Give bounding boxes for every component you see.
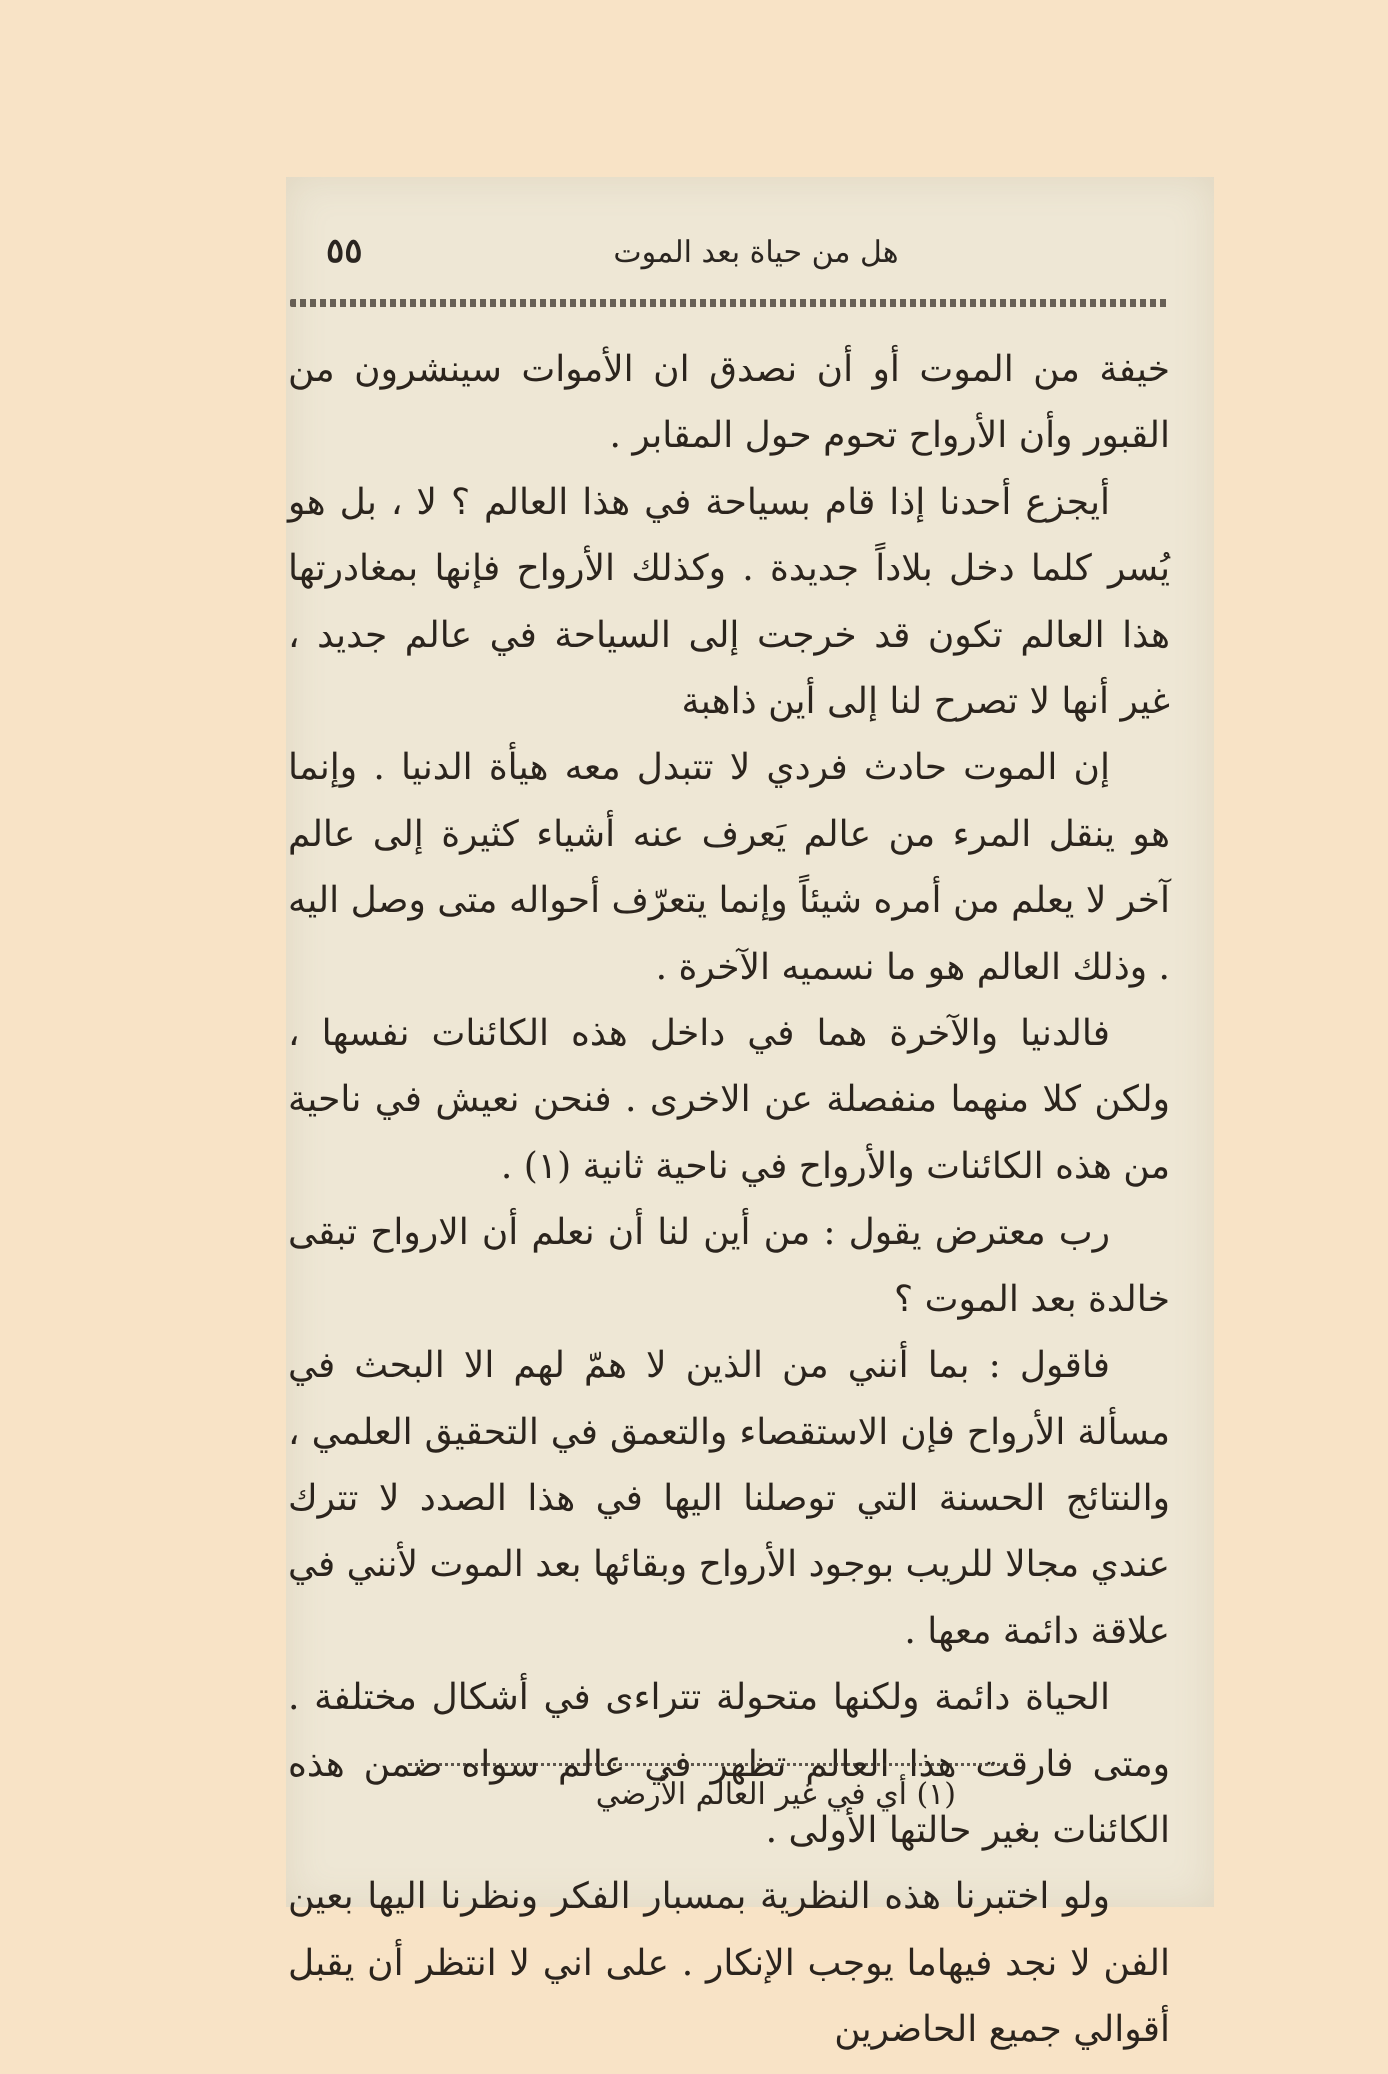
paragraph: الحياة دائمة ولكنها متحولة تتراءى في أشكال مختلفة . ومتى فارقت هذا العالم تظهر في عالم سواه ضمن هذه الكائنات بغير حالتها الأولى . [288, 1677, 1170, 1851]
footnote-divider [408, 1763, 1008, 1766]
page-number: ٥٥ [326, 231, 363, 271]
paragraph: إن الموت حادث فردي لا تتبدل معه هيأة الدنيا . وإنما هو ينقل المرء من عالم يَعرف عنه أشياء كثيرة إلى عالم آخر لا يعلم من أمره شيئاً وإنما يتعرّف أحواله متى وصل اليه . وذلك العالم هو ما نسميه الآخرة . [288, 747, 1170, 988]
header-ornament-rule [290, 299, 1170, 307]
page-header [286, 231, 1214, 291]
paragraph: فالدنيا والآخرة هما في داخل هذه الكائنات نفسها ، ولكن كلا منهما منفصلة عن الاخرى . فنحن نعيش في ناحية من هذه الكائنات والأرواح في ناحية ثانية (١) . [288, 1013, 1170, 1187]
footnote: (١) أي في غير العالم الأرضي [595, 1777, 956, 1812]
book-page [286, 177, 1214, 2051]
paragraph: ولو اختبرنا هذه النظرية بمسبار الفكر ونظرنا اليها بعين الفن لا نجد فيهاما يوجب الإنكار . على اني لا انتظر أن يقبل أقوالي جميع الحاضرين [288, 1876, 1170, 2051]
running-title: هل من حياة بعد الموت [613, 235, 899, 270]
paragraph: أيجزع أحدنا إذا قام بسياحة في هذا العالم ؟ لا ، بل هو يُسر كلما دخل بلاداً جديدة . وكذلك الأرواح فإنها بمغادرتها هذا العالم تكون قد خرجت إلى السياحة في عالم جديد ، غير أنها لا تصرح لنا إلى أين ذاهبة [288, 481, 1170, 723]
paragraph: خيفة من الموت أو أن نصدق ان الأموات سينشرون من القبور وأن الأرواح تحوم حول المقابر . [288, 349, 1170, 457]
paragraph: فاقول : بما أنني من الذين لا همّ لهم الا البحث في مسألة الأرواح فإن الاستقصاء والتعمق في التحقيق العلمي ، والنتائج الحسنة التي توصلنا اليها في هذا الصدد لا تترك عندي مجالا للريب بوجود الأرواح وبقائها بعد الموت لأنني في علاقة دائمة معها . [288, 1345, 1170, 1652]
paragraph: رب معترض يقول : من أين لنا أن نعلم أن الارواح تبقى خالدة بعد الموت ؟ [288, 1212, 1170, 1320]
